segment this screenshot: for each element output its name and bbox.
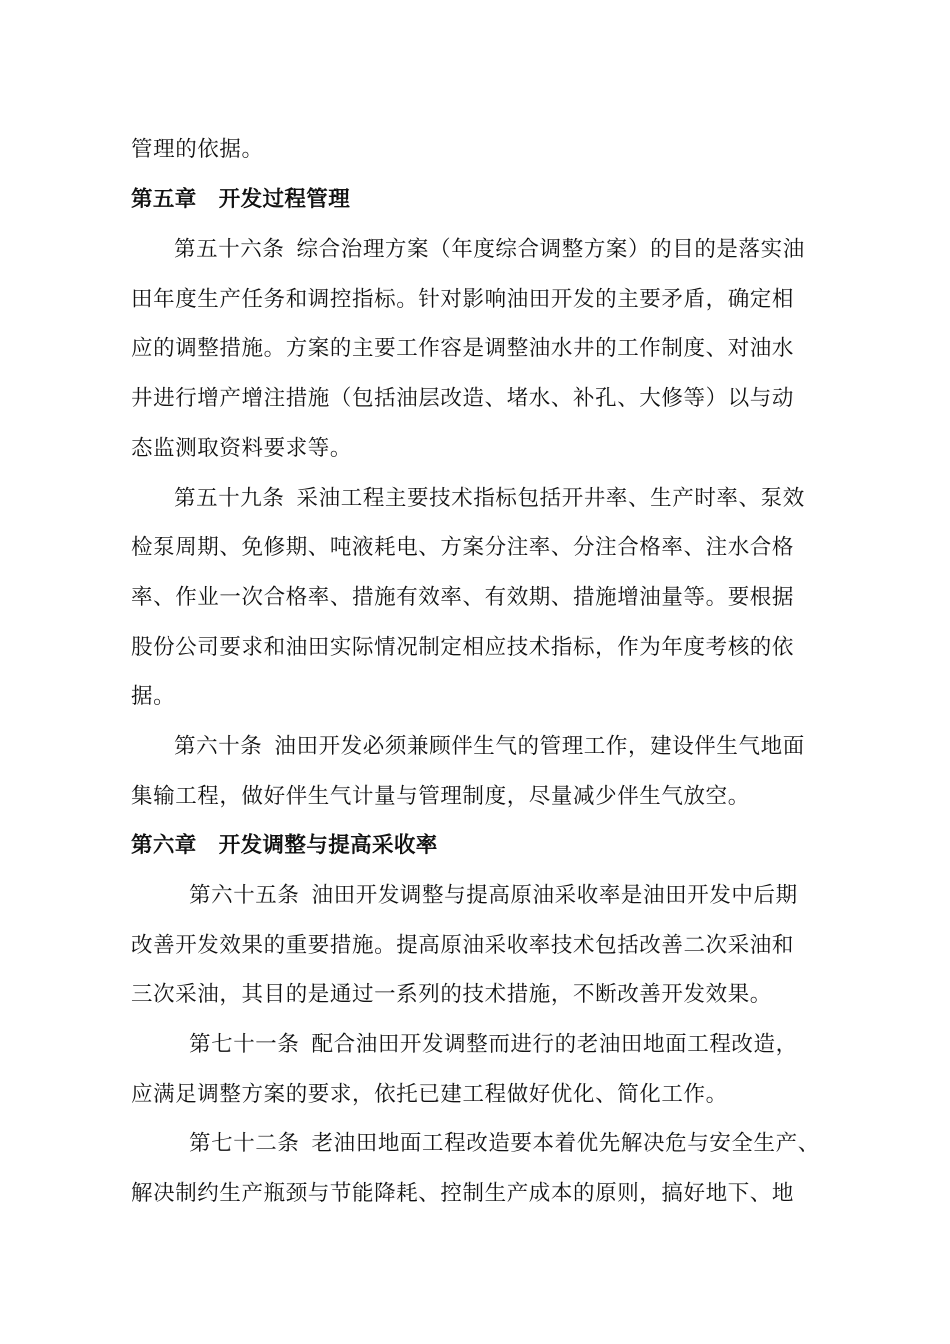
article-number: 第五十九条 — [174, 486, 285, 511]
article-first-line — [174, 235, 805, 265]
text: 据。 — [131, 684, 176, 709]
text: 应满足调整方案的要求，依托已建工程做好优化、简化工作。 — [131, 1082, 728, 1107]
chapter-title: 开发调整与提高采收率 — [218, 833, 438, 858]
text-line — [131, 533, 794, 563]
text-line — [131, 682, 175, 712]
chapter-number: 第五章 — [131, 187, 197, 212]
text: 应的调整措施。方案的主要工作容是调整油水井的工作制度、对油水 — [131, 336, 795, 361]
text-line — [131, 135, 264, 165]
chapter-heading — [131, 831, 438, 861]
text: 率、作业一次合格率、措施有效率、有效期、措施增油量等。要根据 — [131, 585, 795, 610]
text: 井进行增产增注措施（包括油层改造、堵水、补孔、大修等）以与动 — [131, 386, 795, 411]
text: 态监测取资料要求等。 — [131, 436, 353, 461]
text-line — [131, 583, 794, 613]
text: 检泵周期、免修期、吨液耗电、方案分注率、分注合格率、注水合格 — [131, 535, 795, 560]
article-first-line — [189, 1030, 798, 1060]
text-line — [131, 1080, 728, 1110]
article-first-line — [174, 484, 805, 514]
chapter-heading — [131, 185, 350, 215]
article-number: 第七十二条 — [189, 1131, 300, 1156]
text: 集输工程，做好伴生气计量与管理制度，尽量减少伴生气放空。 — [131, 784, 750, 809]
article-number: 第七十一条 — [189, 1032, 300, 1057]
article-text: 油田开发调整与提高原油采收率是油田开发中后期 — [311, 883, 798, 908]
article-number: 第六十条 — [174, 734, 263, 759]
article-text: 老油田地面工程改造要本着优先解决危与安全生产、 — [311, 1131, 820, 1156]
article-number: 第六十五条 — [189, 883, 300, 908]
article-text: 配合油田开发调整而进行的老油田地面工程改造， — [311, 1032, 798, 1057]
article-first-line — [189, 1129, 820, 1159]
article-text: 综合治理方案（年度综合调整方案）的目的是落实油 — [296, 237, 805, 262]
text-line — [131, 931, 794, 961]
text-line — [131, 980, 772, 1010]
text-line — [131, 633, 794, 663]
article-first-line — [174, 732, 805, 762]
text: 解决制约生产瓶颈与节能降耗、控制生产成本的原则，搞好地下、地 — [131, 1181, 795, 1206]
article-text: 油田开发必须兼顾伴生气的管理工作，建设伴生气地面 — [274, 734, 805, 759]
text: 田年度生产任务和调控指标。针对影响油田开发的主要矛盾，确定相 — [131, 287, 795, 312]
text: 改善开发效果的重要措施。提高原油采收率技术包括改善二次采油和 — [131, 933, 795, 958]
chapter-title: 开发过程管理 — [218, 187, 351, 212]
text: 股份公司要求和油田实际情况制定相应技术指标，作为年度考核的依 — [131, 635, 795, 660]
article-text: 采油工程主要技术指标包括开井率、生产时率、泵效 — [296, 486, 805, 511]
text-line — [131, 782, 750, 812]
chapter-number: 第六章 — [131, 833, 197, 858]
text-line — [131, 334, 794, 364]
article-first-line — [189, 881, 798, 911]
text-line — [131, 434, 352, 464]
article-number: 第五十六条 — [174, 237, 285, 262]
text-line — [131, 384, 794, 414]
text-line — [131, 1179, 794, 1209]
text: 三次采油，其目的是通过一系列的技术措施，不断改善开发效果。 — [131, 982, 772, 1007]
text-line — [131, 285, 794, 315]
text: 管理的依据。 — [131, 137, 264, 162]
